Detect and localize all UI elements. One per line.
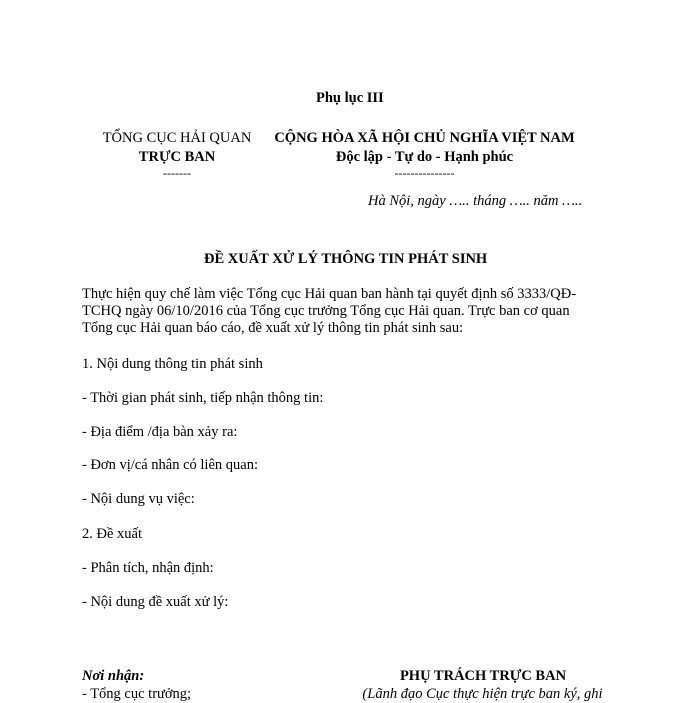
list-item: - Nội dung vụ việc: — [82, 491, 195, 507]
recipient-item: - Tổng cục trưởng; — [82, 686, 192, 702]
national-motto: Độc lập - Tự do - Hạnh phúc — [335, 149, 514, 165]
document-heading: ĐỀ XUẤT XỬ LÝ THÔNG TIN PHÁT SINH — [204, 251, 488, 267]
list-item: - Nội dung đề xuất xử lý: — [82, 594, 229, 610]
national-block — [262, 130, 587, 178]
agency-block — [86, 130, 268, 178]
agency-rule: ------- — [163, 166, 191, 180]
intro-line: TCHQ ngày 06/10/2016 của Tổng cục trưởng Tổng cục Hải quan. Trực ban cơ quan — [82, 303, 570, 319]
national-title: CỘNG HÒA XÃ HỘI CHỦ NGHĨA VIỆT NAM — [274, 130, 575, 146]
section-heading: 1. Nội dung thông tin phát sinh — [82, 356, 263, 372]
list-item: - Thời gian phát sinh, tiếp nhận thông tin: — [82, 390, 324, 406]
agency-name: TỔNG CỤC HẢI QUAN — [102, 130, 252, 146]
place-date: Hà Nội, ngày ….. tháng ….. năm ….. — [368, 193, 583, 209]
agency-unit: TRỰC BAN — [138, 149, 216, 165]
intro-line: Tổng cục Hải quan báo cáo, đề xuất xử lý thông tin phát sinh sau: — [82, 320, 464, 336]
signature-title: PHỤ TRÁCH TRỰC BAN — [399, 668, 567, 684]
appendix-label: Phụ lục III — [316, 90, 384, 106]
intro-line: Thực hiện quy chế làm việc Tổng cục Hải quan ban hành tại quyết định số 3333/QĐ- — [82, 286, 577, 302]
section-heading: 2. Đề xuất — [82, 526, 142, 542]
list-item: - Địa điểm /địa bàn xảy ra: — [82, 424, 238, 440]
list-item: - Đơn vị/cá nhân có liên quan: — [82, 457, 258, 473]
national-rule: --------------- — [394, 166, 455, 180]
list-item: - Phân tích, nhận định: — [82, 560, 214, 576]
signature-note: (Lãnh đạo Cục thực hiện trực ban ký, ghi — [362, 686, 603, 702]
recipients-label: Nơi nhận: — [82, 668, 145, 684]
